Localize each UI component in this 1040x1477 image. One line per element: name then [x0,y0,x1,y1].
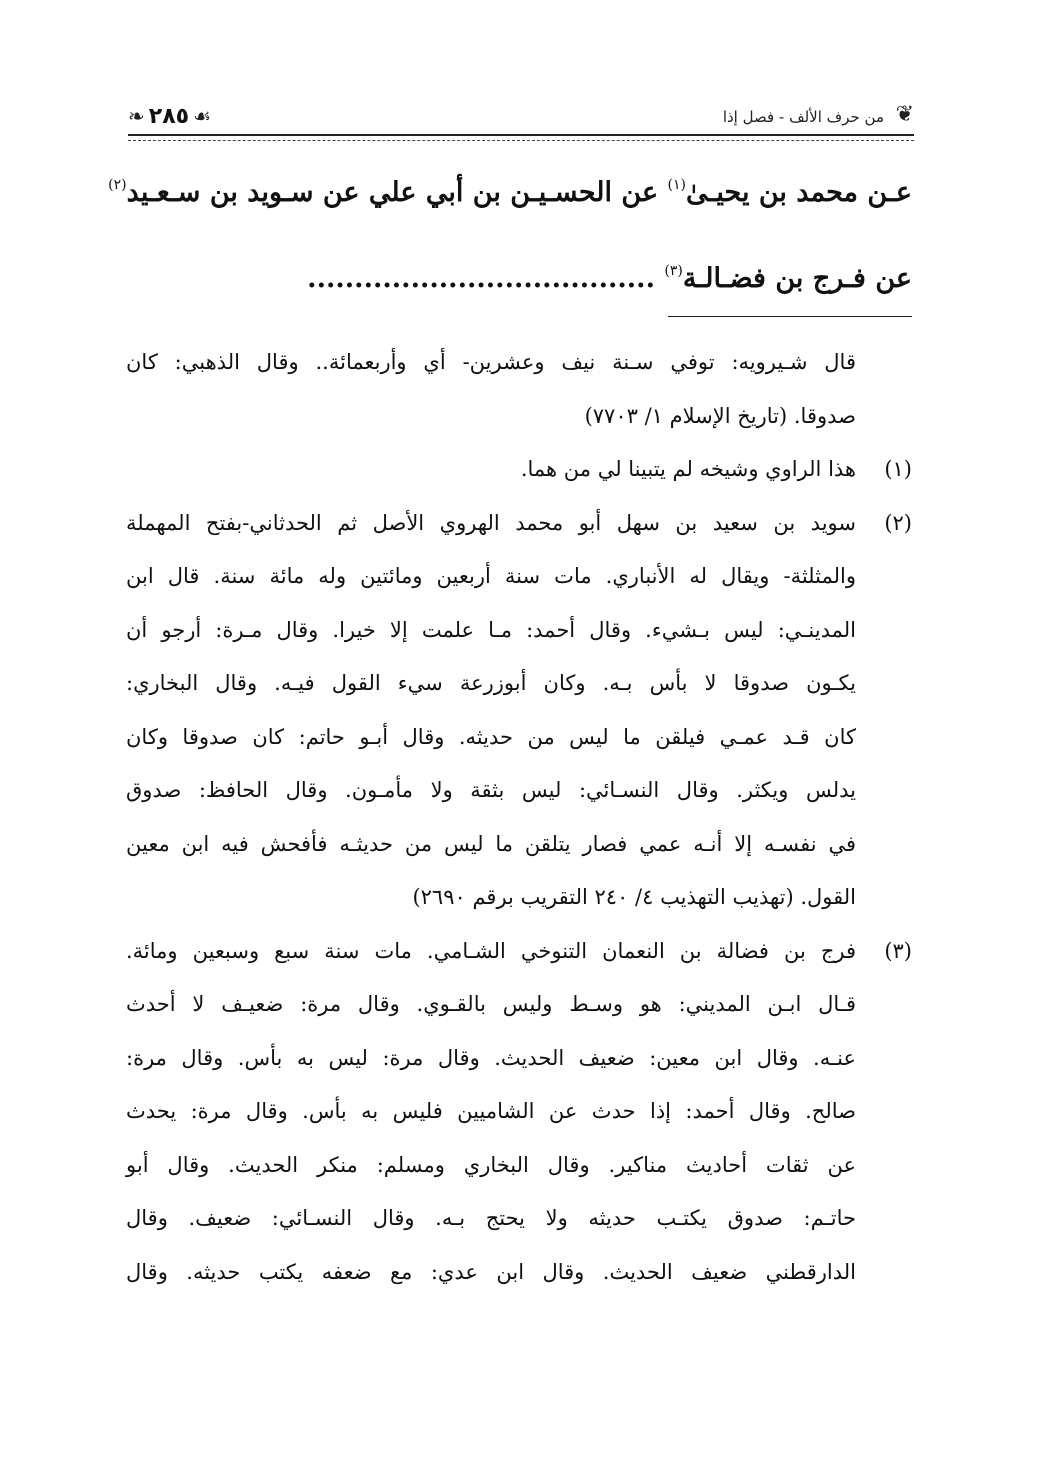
main-text-segment: عـن محمد بن يحيـىٰ [685,177,912,208]
main-text-line [126,236,912,322]
footnote-line: يدلس ويكثر. وقال النسـائي: ليس بثقة ولا مأمـون. وقال الحافظ: صدوق [126,778,856,802]
footnote-line: قال شـيرويه: توفي سـنة نيف وعشرين- أي وأربعمائة.. وقال الذهبي: كان [126,350,856,374]
footnote-line: صدوقا. (تاريخ الإسلام ١/ ٧٧٠٣) [584,403,856,428]
footnote-line: والمثلثة- ويقال له الأنباري. مات سنة أربعين ومائتين وله مائة سنة. قال ابن [126,564,856,588]
main-text-segment: عن فـرج بن فضـالـة [682,263,912,294]
footnote-ref[interactable]: (٣) [664,263,683,279]
footnote-line: فرج بن فضالة بن النعمان التنوخي الشـامي. مات سنة سبع وسبعين ومائة. [126,938,856,963]
footnotes [126,336,912,1299]
footnote-line: الدارقطني ضعيف الحديث. وقال ابن عدي: مع ضعفه يكتب حديثه. وقال [126,1259,856,1284]
dotted-ellipsis: ..................................... [307,263,665,294]
footnote-line: قـال ابـن المديني: هو وسـط وليس بالقـوي. وقال مرة: ضعيـف لا أحدث [126,992,856,1016]
main-text [108,150,912,322]
page-number-frame [128,102,211,130]
header-ornament-icon: ❦ [895,102,914,127]
running-header [128,100,914,140]
footnote-line: حاتـم: صدوق يكتـب حديثه ولا يحتج بـه. وقال النسـائي: ضعيف. وقال [126,1206,856,1230]
main-text-segment: عن الحسـيـن بن أبي علي عن سـويد بن سـعـيد [126,177,668,208]
page-number: ٢٨٥ [148,103,190,129]
footnote-number: (٢) [884,510,912,535]
footnote-line: يكـون صدوقا لا بأس بـه. وكان أبوزرعة سيء القول فيـه. وقال البخاري: [126,671,856,695]
footnote-line: المدينـي: ليس بـشيء. وقال أحمد: مـا علمت إلا خيرا. وقال مـرة: أرجو أن [126,617,856,642]
footnote-line: صالح. وقال أحمد: إذا حدث عن الشاميين فليس به بأس. وقال مرة: يحدث [126,1099,856,1123]
footnote-number: (١) [884,457,912,481]
footnote-2 [126,497,912,925]
footnote-continuation [126,336,912,443]
footnote-ref[interactable]: (٢) [108,177,127,193]
footnote-separator [668,316,912,317]
footnote-line: في نفسـه إلا أنـه عمي فصار يتلقن ما ليس من حديثـه فأفحش فيه ابن معين [126,831,856,856]
footnote-ref[interactable]: (١) [667,177,686,193]
page-number-ornament-icon: ☙ [193,104,211,128]
footnote-number: (٣) [884,938,912,963]
footnote-line: هذا الراوي وشيخه لم يتبينا لي من هما. [520,457,856,481]
footnote-1 [126,443,912,497]
footnote-line: كان قـد عمـي فيلقن ما ليس من حديثه. وقال أبـو حاتم: كان صدوقا وكان [126,724,856,749]
main-text-line [108,150,912,236]
header-section-title: من حرف الألف - فصل إذا [722,108,884,126]
footnote-line: سويد بن سعيد بن سهل أبو محمد الهروي الأصل ثم الحدثاني-بفتح المهملة [126,510,856,535]
page-number-ornament-icon: ❧ [128,104,145,128]
header-rule [128,134,914,141]
footnote-3 [126,925,912,1300]
footnote-line: القول. (تهذيب التهذيب ٤/ ٢٤٠ التقريب برقم ٢٦٩٠) [412,885,856,909]
footnote-line: عنـه. وقال ابن معين: ضعيف الحديث. وقال مرة: ليس به بأس. وقال مرة: [126,1045,856,1070]
footnote-line: عن ثقات أحاديث مناكير. وقال البخاري ومسلم: منكر الحديث. وقال أبو [126,1152,856,1177]
